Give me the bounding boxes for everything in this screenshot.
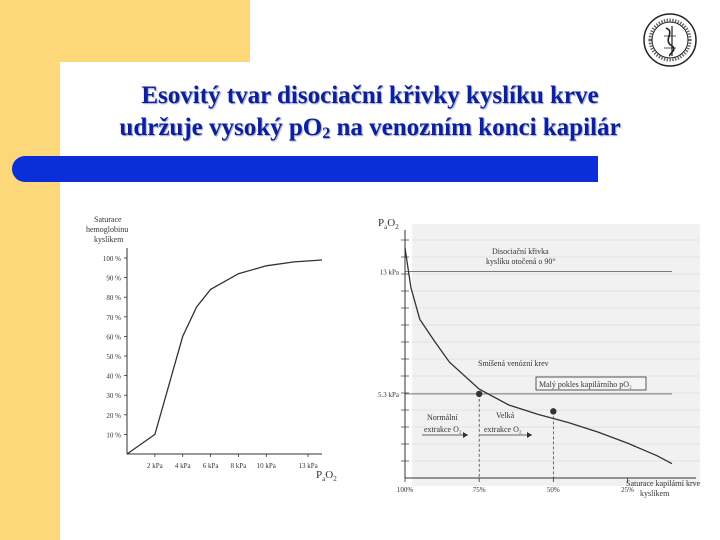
left-y-tick-label: 60 % [106, 333, 121, 342]
point1-label: Smíšená venózní krev [478, 359, 549, 368]
left-y-tick-label: 50 % [106, 353, 121, 361]
right-xlabel-line-1: Saturace kapilární krve [626, 479, 701, 488]
right-ylabel [378, 217, 399, 231]
left-x-tick-label: 8 kPa [230, 462, 247, 470]
university-seal-icon [642, 12, 698, 68]
left-xlabel-sub2: 2 [333, 475, 337, 483]
title-underline-bar [12, 156, 598, 182]
left-xlabel-p: P [316, 469, 323, 481]
title-line-2 [60, 112, 680, 150]
normal-label-line-2: extrakce O₂ [424, 425, 462, 434]
oxygen-dissociation-figure [72, 206, 702, 506]
right-ylabel-p: P [378, 217, 385, 229]
left-y-tick-label: 40 % [106, 372, 121, 381]
title-line-2-prefix: udržuje vysoký pO [119, 114, 323, 141]
left-x-tick-label: 10 kPa [256, 462, 276, 470]
curve-label-line-1: Disociační křivka [492, 247, 549, 256]
left-x-tick-label: 13 kPa [298, 462, 318, 470]
top-accent-band [0, 0, 250, 62]
right-chart-background [412, 224, 700, 486]
left-x-tick-label: 4 kPa [174, 462, 191, 470]
point2-label: Malý pokles kapilárního pO₂ [539, 380, 632, 389]
left-y-tick-label: 10 % [106, 431, 121, 440]
right-y-tick-label: 13 kPa [379, 268, 399, 277]
right-x-tick-label: 25% [621, 486, 634, 494]
mixed-venous-point [476, 391, 482, 397]
large-label-line-2: extrakce O₂ [484, 425, 522, 434]
left-y-tick-label: 100 % [102, 255, 121, 263]
left-dissociation-curve [127, 260, 322, 454]
left-x-ticks [147, 454, 319, 470]
left-y-tick-label: 20 % [106, 411, 121, 420]
title-line-2-suffix: na venozním konci kapilár [330, 114, 621, 141]
right-chart [378, 217, 701, 498]
left-xlabel-o: O [325, 469, 334, 481]
left-y-ticks [103, 255, 127, 439]
left-xlabel-sub: a [322, 475, 326, 483]
left-ylabel-line-3: kyslíkem [94, 235, 124, 244]
left-y-tick-label: 30 % [106, 392, 121, 401]
left-x-tick-label: 2 kPa [146, 462, 163, 470]
curve-label-line-2: kyslíku otočená o 90° [486, 257, 556, 266]
large-label-line-1: Velká [496, 411, 515, 420]
left-xlabel [316, 469, 337, 483]
left-y-tick-label: 70 % [106, 313, 121, 322]
right-ylabel-sub: a [384, 223, 388, 231]
left-chart [86, 215, 337, 483]
title-line-1: Esovitý tvar disociační křivky kyslíku krve [141, 82, 599, 109]
left-y-tick-label: 90 % [106, 274, 121, 283]
right-y-tick-label: 5.3 kPa [378, 390, 399, 399]
left-ylabel-line-1: Saturace [94, 215, 122, 224]
title-line-2-subscript: 2 [322, 125, 331, 142]
left-y-tick-label: 80 % [106, 294, 121, 303]
left-x-tick-label: 6 kPa [202, 462, 219, 470]
right-ylabel-sub2: 2 [395, 223, 399, 231]
left-accent-band [0, 0, 60, 540]
slide-title [60, 80, 680, 150]
right-x-tick-label: 75% [472, 486, 486, 494]
right-ylabel-o: O [387, 217, 396, 229]
right-xlabel-line-2: kyslíkem [640, 489, 670, 498]
right-x-tick-label: 50% [546, 486, 560, 494]
normal-label-line-1: Normální [427, 413, 458, 422]
capillary-drop-point [550, 408, 556, 414]
right-x-tick-label: 100% [396, 486, 414, 494]
left-ylabel-line-2: hemoglobinu [86, 225, 129, 234]
